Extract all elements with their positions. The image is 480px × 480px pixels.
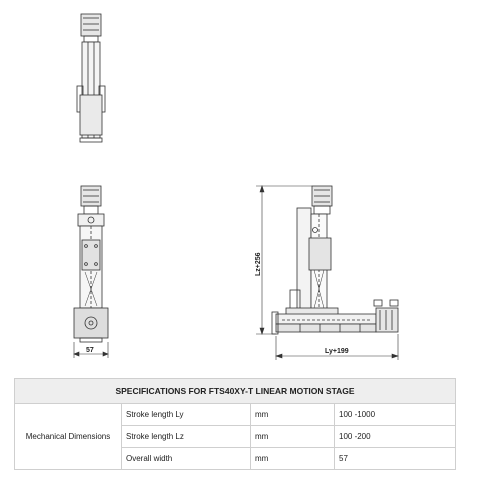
table-header-row xyxy=(15,379,456,404)
unit-cell: mm xyxy=(251,448,335,470)
value-cell: 100 -1000 xyxy=(335,404,456,426)
unit-cell: mm xyxy=(251,404,335,426)
specifications-table xyxy=(14,378,456,470)
top-view xyxy=(77,14,105,142)
table-title: SPECIFICATIONS FOR FTS40XY-T LINEAR MOTION STAGE xyxy=(15,379,456,404)
parameter-cell: Stroke length Ly xyxy=(122,404,251,426)
unit-cell: mm xyxy=(251,426,335,448)
parameter-cell: Overall width xyxy=(122,448,251,470)
table-row xyxy=(15,404,456,426)
side-view xyxy=(272,186,398,334)
width-dimension-label: 57 xyxy=(86,347,94,354)
value-cell: 100 -200 xyxy=(335,426,456,448)
height-dimension-label: Lz+256 xyxy=(255,252,262,276)
parameter-cell: Stroke length Lz xyxy=(122,426,251,448)
length-dimension xyxy=(276,334,398,360)
front-view xyxy=(74,186,108,342)
value-cell: 57 xyxy=(335,448,456,470)
length-dimension-label: Ly+199 xyxy=(325,348,349,355)
category-cell: Mechanical Dimensions xyxy=(15,404,122,470)
